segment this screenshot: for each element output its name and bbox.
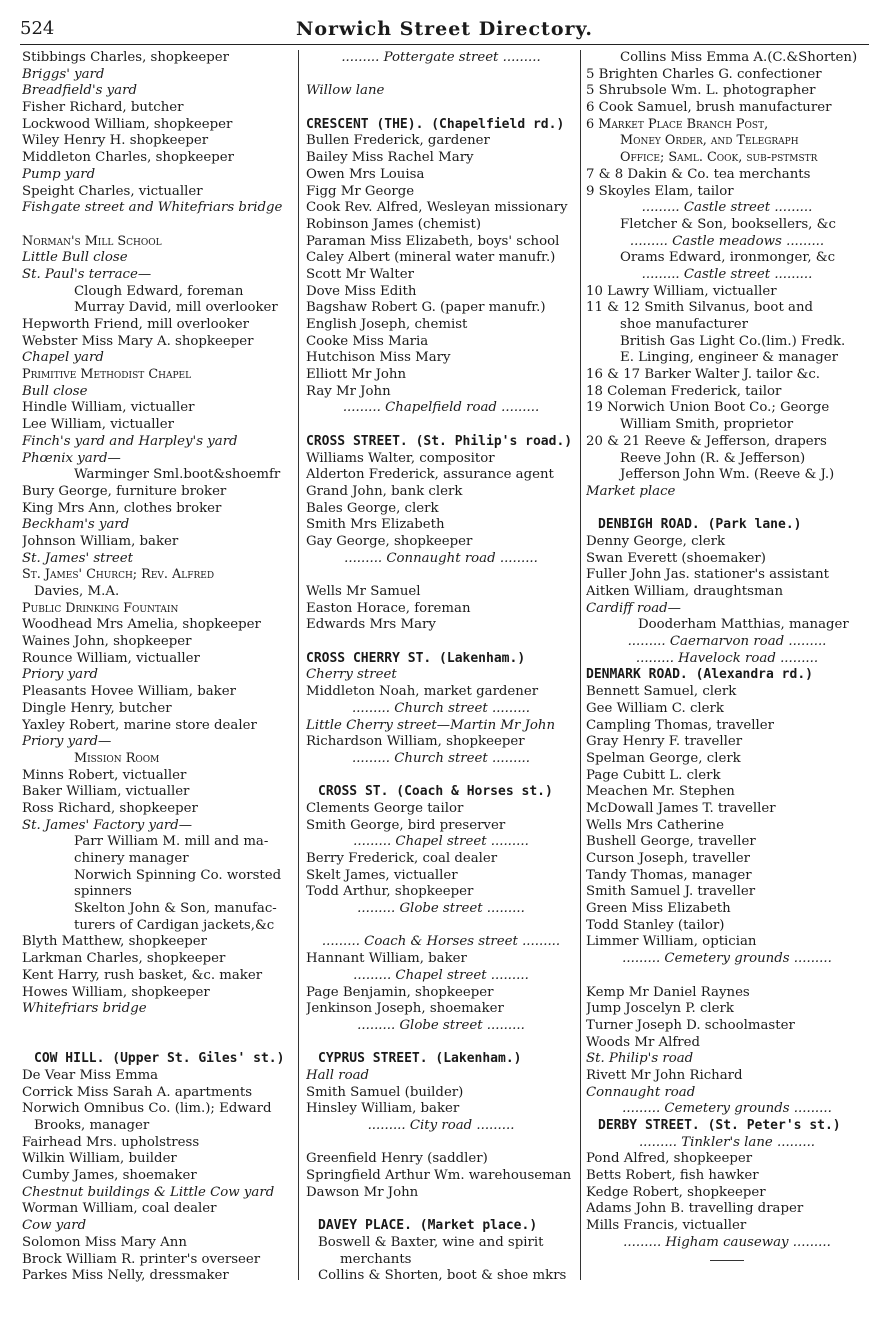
directory-entry: Minns Robert, victualler [22,767,187,783]
directory-entry: Tandy Thomas, manager [586,867,752,883]
directory-entry: Rivett Mr John Richard [586,1067,743,1083]
directory-entry: Fairhead Mrs. upholstress [22,1134,200,1150]
directory-entry: St. James' Church; Rev. Alfred [22,567,215,583]
directory-entry: Betts Robert, fish hawker [586,1168,759,1184]
locality-label: Finch's yard and Harpley's yard [22,433,238,449]
spacer [306,768,576,785]
spacer [306,417,576,434]
cross-street-marker: ......... Castle meadows ......... [629,233,825,249]
directory-entry: Swan Everett (shoemaker) [586,550,766,566]
directory-entry: Paraman Miss Elizabeth, boys' school [306,233,560,249]
directory-entry: William Smith, proprietor [620,417,794,433]
spacer [306,1201,576,1218]
directory-entry: Richardson William, shopkeeper [306,734,525,750]
directory-entry: Hutchison Miss Mary [306,350,451,366]
directory-entry: Cooke Miss Maria [306,333,429,349]
spacer [22,217,292,234]
locality-label: Willow lane [306,83,385,99]
directory-entry: Warminger Sml.boot&shoemfr [74,467,281,483]
directory-entry: Clough Edward, foreman [74,283,244,299]
locality-label: Phœnix yard— [22,450,121,466]
directory-entry: Figg Mr George [306,183,415,199]
spacer [22,1035,292,1052]
street-heading: CYPRUS STREET. (Lakenham.) [318,1051,522,1067]
street-heading: DERBY STREET. (St. Peter's st.) [598,1118,841,1133]
directory-entry: Todd Arthur, shopkeeper [306,884,474,900]
directory-entry: Bury George, furniture broker [22,483,227,499]
directory-entry: Corrick Miss Sarah A. apartments [22,1084,253,1100]
directory-entry: Wells Mrs Catherine [586,817,724,833]
directory-entry: Easton Horace, foreman [306,600,471,616]
directory-entry: Alderton Frederick, assurance agent [306,467,554,483]
section-end-rule [586,1252,868,1269]
directory-entry: Primitive Methodist Chapel [22,367,192,383]
locality-label: Bull close [22,383,88,399]
directory-entry: 5 Brighten Charles G. confectioner [586,66,822,82]
directory-entry: Robinson James (chemist) [306,216,482,232]
directory-entry: Ray Mr John [306,383,391,399]
locality-label: St. James' Factory yard— [22,817,193,833]
directory-entry: Skelt James, victualler [306,867,458,883]
directory-entry: Campling Thomas, traveller [586,717,775,733]
directory-entry: Kent Harry, rush basket, &c. maker [22,967,263,983]
directory-entry: Office; Saml. Cook, sub-pstmstr [620,150,818,166]
directory-entry: Middleton Charles, shopkeeper [22,150,235,166]
directory-entry: Smith Samuel (builder) [306,1084,464,1100]
street-heading: DENBIGH ROAD. (Park lane.) [598,517,802,533]
directory-entry: Scott Mr Walter [306,266,414,282]
directory-entry: chinery manager [74,851,189,866]
directory-entry: Kedge Robert, shopkeeper [586,1184,766,1200]
directory-entry: Caley Albert (mineral water manufr.) [306,250,556,266]
directory-entry: Fisher Richard, butcher [22,100,184,116]
directory-entry: Norman's Mill School [22,233,162,249]
directory-entry: McDowall James T. traveller [586,800,776,816]
cross-street-marker: ......... Caernarvon road ......... [627,634,827,650]
directory-entry: Springfield Arthur Wm. warehouseman [306,1168,572,1184]
directory-entry: King Mrs Ann, clothes broker [22,500,222,516]
directory-entry: Norwich Spinning Co. worsted [74,867,282,883]
directory-entry: Wilkin William, builder [22,1151,177,1167]
directory-entry: Curson Joseph, traveller [586,851,751,866]
directory-entry: Bailey Miss Rachel Mary [306,150,474,166]
directory-entry: 18 Coleman Frederick, tailor [586,383,782,399]
directory-entry: Dingle Henry, butcher [22,700,172,716]
locality-label: Chestnut buildings & Little Cow yard [22,1184,275,1200]
directory-entry: Worman William, coal dealer [22,1201,217,1217]
spacer [586,501,868,518]
directory-entry: Davies, M.A. [34,584,120,599]
cross-street-marker: ......... Pottergate street ......... [341,50,541,65]
directory-entry: shoe manufacturer [620,317,748,332]
street-heading: DENMARK ROAD. (Alexandra rd.) [586,667,813,683]
directory-entry: merchants [340,1251,412,1267]
street-heading: CRESCENT (THE). (Chapelfield rd.) [306,116,565,132]
spacer [306,918,576,935]
directory-entry: Hindle William, victualler [22,400,195,416]
directory-entry: Bagshaw Robert G. (paper manufr.) [306,300,546,316]
directory-entry: Kemp Mr Daniel Raynes [586,984,750,1000]
street-heading: CROSS CHERRY ST. (Lakenham.) [306,650,526,666]
directory-entry: Limmer William, optician [586,934,757,950]
cross-street-marker: ......... Globe street ......... [357,1017,525,1033]
directory-entry: turers of Cardigan jackets,&c [74,917,275,933]
locality-label: Cardiff road— [586,600,681,616]
street-heading: CROSS STREET. (St. Philip's road.) [306,433,573,449]
locality-label: Little Bull close [22,250,128,266]
street-heading: CROSS ST. (Coach & Horses st.) [318,784,553,800]
locality-label: Pump yard [22,166,96,182]
directory-entry: Middleton Noah, market gardener [306,684,539,700]
cross-street-marker: ......... Chapelfield road ......... [342,400,540,416]
directory-entry: Rounce William, victualler [22,650,200,666]
cross-street-marker: ......... Havelock road ......... [635,650,819,666]
directory-entry: Jenkinson Joseph, shoemaker [306,1001,504,1017]
directory-entry: Page Benjamin, shopkeeper [306,984,494,1000]
directory-entry: Hepworth Friend, mill overlooker [22,317,249,332]
directory-entry: 9 Skoyles Elam, tailor [586,183,734,199]
directory-entry: Mills Francis, victualler [586,1218,747,1234]
column-divider [580,50,581,1280]
directory-entry: British Gas Light Co.(lim.) Fredk. [620,333,846,349]
locality-label: Fishgate street and Whitefriars bridge [22,200,283,216]
locality-label: Priory yard— [22,734,112,750]
directory-entry: Public Drinking Fountain [22,600,179,616]
directory-entry: Yaxley Robert, marine store dealer [22,717,257,733]
directory-entry: 16 & 17 Barker Walter J. tailor &c. [586,367,821,383]
directory-entry: spinners [74,884,132,900]
directory-entry: Bales George, clerk [306,500,439,516]
directory-entry: Boswell & Baxter, wine and spirit [318,1234,544,1250]
directory-entry: Collins & Shorten, boot & shoe mkrs [318,1268,567,1284]
cross-street-marker: ......... Castle street ......... [641,200,813,216]
directory-entry: Page Cubitt L. clerk [586,767,721,783]
directory-entry: Lee William, victualler [22,417,175,433]
directory-entry: Lockwood William, shopkeeper [22,116,233,132]
locality-label: Cow yard [22,1218,87,1234]
cross-street-marker: ......... Chapel street ......... [353,967,529,983]
locality-label: St. James' street [22,550,133,566]
directory-entry: Reeve John (R. & Jefferson) [620,450,806,466]
directory-entry: Smith Mrs Elizabeth [306,517,445,533]
directory-entry: 20 & 21 Reeve & Jefferson, drapers [586,433,827,449]
spacer [306,1135,576,1152]
directory-entry: Meachen Mr. Stephen [586,784,735,800]
directory-entry: Woodhead Mrs Amelia, shopkeeper [22,617,261,633]
directory-entry: Gay George, shopkeeper [306,533,473,549]
locality-label: Market place [586,483,676,499]
directory-entry: Berry Frederick, coal dealer [306,851,498,866]
directory-entry: Fuller John Jas. stationer's assistant [586,567,829,583]
directory-entry: Adams John B. travelling draper [586,1201,804,1217]
directory-entry: Todd Stanley (tailor) [586,917,725,933]
directory-entry: Larkman Charles, shopkeeper [22,951,226,967]
directory-entry: Money Order, and Telegraph [620,133,799,149]
directory-entry: Edwards Mrs Mary [306,617,436,633]
locality-label: Hall road [306,1067,370,1083]
directory-entry: Denny George, clerk [586,533,726,549]
locality-label: Briggs' yard [22,66,105,82]
spacer [586,968,868,985]
column-middle [306,50,576,1285]
cross-street-marker: ......... City road ......... [367,1118,515,1133]
directory-entry: Bushell George, traveller [586,834,756,850]
cross-street-marker: ......... Tinkler's lane ......... [638,1134,816,1150]
directory-entry: 19 Norwich Union Boot Co.; George [586,400,830,416]
directory-entry: 10 Lawry William, victualler [586,283,777,299]
directory-entry: English Joseph, chemist [306,317,468,332]
directory-entry: Speight Charles, victualler [22,183,203,199]
cross-street-marker: ......... Castle street ......... [641,266,813,282]
directory-entry: Webster Miss Mary A. shopkeeper [22,333,254,349]
directory-entry: Dove Miss Edith [306,283,417,299]
directory-entry: Hannant William, baker [306,951,467,967]
locality-label: Chapel yard [22,350,104,366]
cross-street-marker: ......... Connaught road ......... [344,550,538,566]
directory-entry: Green Miss Elizabeth [586,901,731,917]
column-right [586,50,868,1268]
cross-street-marker: ......... Chapel street ......... [353,834,529,850]
directory-entry: Ross Richard, shopkeeper [22,800,198,816]
directory-entry: Fletcher & Son, booksellers, &c [620,216,836,232]
directory-entry: Greenfield Henry (saddler) [306,1151,488,1167]
directory-entry: Aitken William, draughtsman [586,584,784,599]
directory-entry: Pleasants Hovee William, baker [22,684,236,700]
directory-entry: Brock William R. printer's overseer [22,1251,261,1267]
directory-entry: Cook Rev. Alfred, Wesleyan missionary [306,200,568,216]
directory-entry: Bullen Frederick, gardener [306,133,490,149]
directory-entry: Jefferson John Wm. (Reeve & J.) [620,467,835,483]
directory-entry: Johnson William, baker [22,533,179,549]
street-heading: DAVEY PLACE. (Market place.) [318,1218,538,1234]
column-divider [298,50,299,1280]
directory-entry: Bennett Samuel, clerk [586,684,737,700]
directory-entry: Wiley Henry H. shopkeeper [22,133,209,149]
page-header [20,18,869,44]
directory-entry: Stibbings Charles, shopkeeper [22,50,229,65]
directory-entry: Gee William C. clerk [586,700,724,716]
directory-entry: Collins Miss Emma A.(C.&Shorten) [620,50,858,65]
locality-label: St. Paul's terrace— [22,266,152,282]
directory-entry: Brooks, manager [34,1118,150,1133]
cross-street-marker: ......... Cemetery grounds ......... [622,951,832,967]
spacer [22,1018,292,1035]
directory-entry: Baker William, victualler [22,784,190,800]
directory-entry: 6 Cook Samuel, brush manufacturer [586,100,832,116]
directory-entry: Smith George, bird preserver [306,817,506,833]
cross-street-marker: ......... Coach & Horses street ......... [321,934,561,950]
street-heading: COW HILL. (Upper St. Giles' st.) [34,1051,285,1067]
directory-entry: E. Linging, engineer & manager [620,350,839,366]
directory-entry: 5 Shrubsole Wm. L. photographer [586,83,816,99]
directory-entry: Cumby James, shoemaker [22,1168,197,1184]
directory-entry: Williams Walter, compositor [306,450,495,466]
directory-entry: Howes William, shopkeeper [22,984,210,1000]
directory-entry: De Vear Miss Emma [22,1067,159,1083]
locality-label: Breadfield's yard [22,83,137,99]
directory-entry: Skelton John & Son, manufac- [74,901,277,917]
directory-entry: Clements George tailor [306,800,464,816]
directory-entry: Hinsley William, baker [306,1101,460,1117]
cross-street-marker: ......... Cemetery grounds ......... [622,1101,832,1117]
locality-label: Cherry street [306,667,397,683]
spacer [306,567,576,584]
spacer [306,100,576,117]
directory-entry: Wells Mr Samuel [306,584,421,599]
directory-entry: Woods Mr Alfred [586,1034,701,1050]
directory-entry: Owen Mrs Louisa [306,166,425,182]
directory-entry: Murray David, mill overlooker [74,300,278,316]
directory-entry: Jump Joscelyn P. clerk [586,1001,734,1017]
header-rule [20,44,869,45]
directory-entry: Norwich Omnibus Co. (lim.); Edward [22,1101,272,1117]
cross-street-marker: ......... Church street ......... [351,700,531,716]
directory-entry: Waines John, shopkeeper [22,634,192,650]
column-left [22,50,292,1285]
directory-entry: 6 Market Place Branch Post, [586,116,769,132]
directory-entry: Blyth Matthew, shopkeeper [22,934,208,950]
cross-street-marker: ......... Globe street ......... [357,901,525,917]
locality-label: Beckham's yard [22,517,130,533]
directory-entry: Smith Samuel J. traveller [586,884,756,900]
directory-entry: Spelman George, clerk [586,750,741,766]
locality-label: Little Cherry street—Martin Mr John [306,717,556,733]
directory-entry: 11 & 12 Smith Silvanus, boot and [586,300,814,316]
cross-street-marker: ......... Church street ......... [351,750,531,766]
directory-entry: Gray Henry F. traveller [586,734,743,750]
directory-entry: Grand John, bank clerk [306,483,463,499]
cross-street-marker: ......... Higham causeway ......... [623,1234,831,1250]
directory-entry: Orams Edward, ironmonger, &c [620,250,836,266]
directory-entry: Pond Alfred, shopkeeper [586,1151,753,1167]
directory-entry: Solomon Miss Mary Ann [22,1234,187,1250]
directory-entry: Dawson Mr John [306,1184,419,1200]
directory-entry: Parr William M. mill and ma- [74,834,269,850]
spacer [306,1035,576,1052]
locality-label: Connaught road [586,1084,696,1100]
spacer [306,634,576,651]
directory-entry: Elliott Mr John [306,367,407,383]
directory-entry: Turner Joseph D. schoolmaster [586,1017,795,1033]
locality-label: Whitefriars bridge [22,1001,147,1017]
directory-entry: Mission Room [74,750,160,766]
locality-label: St. Philip's road [586,1051,694,1067]
page-number: 524 [20,18,55,39]
locality-label: Priory yard [22,667,98,683]
spacer [306,67,576,84]
directory-entry: Dooderham Matthias, manager [638,617,849,633]
directory-entry: Parkes Miss Nelly, dressmaker [22,1268,229,1284]
page-title: Norwich Street Directory. [296,18,593,40]
directory-entry: 7 & 8 Dakin & Co. tea merchants [586,166,811,182]
